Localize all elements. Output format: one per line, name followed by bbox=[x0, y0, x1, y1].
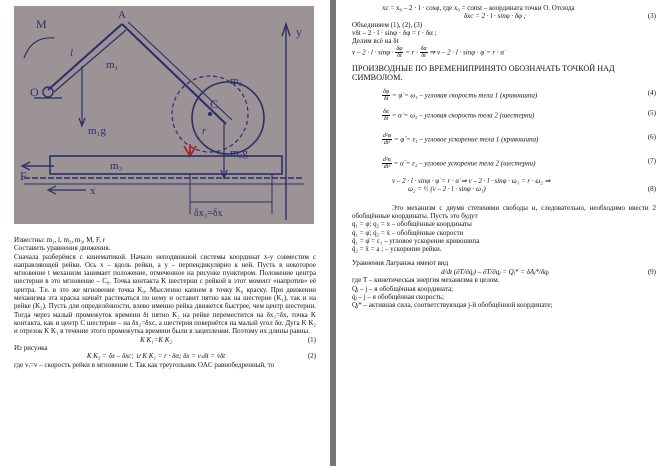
equation-2-number: (2) bbox=[307, 352, 316, 361]
equation-5-formula: = α̇ = ω₂ – угловая скорость тела 2 (шестерни) bbox=[391, 111, 535, 120]
equation-8-line-a: v – 2 · l · sinφ · φ̇ = r · α̇ ⇒ v – 2 · l · sinφ · ω₁ = r · ω₂ ⇒ bbox=[392, 176, 551, 185]
mechanism-sketch bbox=[14, 6, 314, 224]
label-m2: m₂ bbox=[230, 75, 243, 87]
equation-3-number: (3) bbox=[647, 12, 656, 21]
crank-accel-line: q̈₁ = φ̈ = ε₁ – угловое ускорение кривошипа bbox=[352, 236, 480, 245]
right-page bbox=[336, 0, 666, 466]
label-o: O bbox=[30, 85, 39, 99]
equation-9-formula: d/dt (∂T/∂q̇ⱼ) – ∂T/∂qⱼ = Qⱼ* = δAⱼ*/δqⱼ bbox=[441, 267, 549, 276]
label-m2g: m₂g bbox=[230, 147, 248, 159]
where-t-line: где T – кинетическая энергия механизма в целом. bbox=[352, 276, 500, 285]
label-l: l bbox=[70, 47, 74, 59]
from-figure-line: Из рисунка bbox=[14, 344, 48, 353]
mechanism-photo bbox=[14, 6, 314, 224]
vdt-line: vδt – 2 · l · sinφ · δφ = r · δα ; bbox=[352, 29, 437, 38]
gen-coords-line: q₁ = φ; q₂ = x – обобщённые координаты bbox=[352, 220, 472, 229]
label-m: M bbox=[36, 17, 47, 31]
fraction-dalpha-dt: $\frac{\delta\alpha}{\delta t}$ bbox=[420, 45, 427, 60]
divided-rhs: ⇒ v – 2 · l · sinφ · φ̇ = r · α̇ bbox=[429, 48, 505, 57]
where-q-line: Qⱼ – j – я обобщённая координата; bbox=[352, 284, 454, 293]
where-qstar-line: Qⱼ* – активная сила, соответствующая j-й обобщённой координате; bbox=[352, 301, 553, 310]
divided-lhs: v – 2 · l · sinφ · bbox=[352, 48, 394, 57]
equation-2-formula: K K₂ = δx – δxс; ∪ K K₁ = r · δα; δx = vₛδt = v̇δt bbox=[86, 352, 226, 361]
given-line: Известны: m₁, l, m₂, m₃, M, F, r bbox=[14, 236, 106, 244]
equation-1-number: (1) bbox=[307, 335, 316, 344]
equation-6: $\frac{\text{d²φ}}{\text{dt²}}$ = φ̈ = ε₁ – угловое ускорение тела 1 (кривошипа) (6) bbox=[383, 132, 656, 147]
equation-2 bbox=[14, 352, 316, 361]
equation-1 bbox=[14, 336, 316, 345]
left-page bbox=[0, 0, 330, 466]
label-f: F bbox=[20, 169, 27, 183]
equation-8-number: (8) bbox=[647, 185, 656, 194]
label-r: r bbox=[202, 125, 207, 137]
label-y: y bbox=[296, 25, 302, 39]
intro-paragraph: Сначала разберёмся с кинематикой. Начало неподвижной системы координат x-y совместим с направляющей рейки. Ось x – вдоль рейки, а y – перпендикулярно к ней. Пусть в некоторое мгновение t механизм занимает положение, отмеченное на рисунке пунктиром. Положение центра шестерни в это мгновение – C₀. Точка контакта K шестерни с рейкой в этот момент «напротив» её центра. Т.е. в это же мгновение точка K₀. Мысленно капнем в точку K₀ краску. При движении механизма эта краска начнёт растекаться по нему и оставит пятно как на шестерне (K₁), так и на рейке (K₂). Пусть для определённости, влево именно рейка движется быстрее, чем центр шестерни. Тогда через малый промежуток времени δt пятно K₂ на рейке переместится на δx₃=δx, точка K контакта, как и центр C шестерни – на δx₂=δxс, а шестерня повернётся на малый угол δα. Дуга K K₂ и отрезок K K₁ в течение этого промежутка времени были в зацеплении. Поэтому их длины равны. bbox=[14, 252, 316, 336]
label-c: C bbox=[210, 97, 219, 111]
label-m1g: m₁g bbox=[88, 125, 106, 137]
equation-8 bbox=[352, 185, 656, 194]
rack-accel-line: q̈₂ = ẍ = a ; – ускорение рейки. bbox=[352, 245, 442, 254]
equation-1-formula: K K₁=K K₂ bbox=[140, 335, 172, 344]
equation-8-formula: ω₂ = ¹⁄ᵣ (v – 2 · l · sinφ · ω₁) bbox=[408, 185, 486, 194]
equation-3 bbox=[352, 12, 656, 21]
divided-equation bbox=[352, 46, 656, 60]
equation-4-number: (4) bbox=[647, 88, 656, 97]
divided-mid: = r · bbox=[405, 48, 418, 57]
equation-9-number: (9) bbox=[647, 267, 656, 276]
divide-line: Делим всё на δt bbox=[352, 37, 399, 46]
where-line: где vᵣ=v – скорость рейки в мгновение t. Так как треугольник OAC равнобедренный, то bbox=[14, 361, 275, 370]
combine-line: Объединяем (1), (2), (3) bbox=[352, 20, 423, 29]
label-m3: m₃ bbox=[110, 160, 123, 172]
equation-7-number: (7) bbox=[647, 156, 656, 165]
xc-line: xс = x₀ – 2 · l · cosφ, где x₀ = const – координата точки O. Отсюда bbox=[382, 4, 575, 12]
gen-velocities-line: q̇₁ = φ̇; q̇₂ = ẋ – обобщённые скорости bbox=[352, 228, 464, 237]
equation-6-number: (6) bbox=[647, 132, 656, 141]
where-qdot-line: q̇ⱼ – j – я обобщённая скорость; bbox=[352, 292, 444, 301]
equation-4-formula: = φ̇ = ω₁ – угловая скорость тела 1 (кривошипа) bbox=[391, 91, 538, 100]
label-m1: m₁ bbox=[106, 59, 119, 71]
equation-5: $\frac{\delta\alpha}{\delta t}$ = α̇ = ω₂ – угловая скорость тела 2 (шестерни) (5) bbox=[383, 108, 656, 123]
dof-paragraph: Это механизм с двумя степенями свободы и, следовательно, необходимо ввести 2 обобщённые координаты. Пусть это будут bbox=[352, 203, 656, 220]
equation-6-formula: = φ̈ = ε₁ – угловое ускорение тела 1 (кривошипа) bbox=[393, 135, 539, 144]
lagrange-line: Уравнения Лагранжа имеют вид bbox=[352, 259, 449, 268]
derivative-notation-heading: ПРОИЗВОДНЫЕ ПО ВРЕМЕНИПРИНЯТО ОБОЗНАЧАТЬ ТОЧКОЙ НАД СИМВОЛОМ. bbox=[352, 63, 615, 83]
label-x: x bbox=[90, 185, 96, 197]
task-line: Составить уравнения движения. bbox=[14, 244, 111, 253]
label-delta: δx₃=δx bbox=[194, 208, 223, 219]
equation-4: $\frac{\delta\varphi}{\delta t}$ = φ̇ = ω₁ – угловая скорость тела 1 (кривошипа) (4) bbox=[383, 88, 656, 103]
equation-9 bbox=[352, 268, 656, 277]
label-a: A bbox=[118, 9, 126, 21]
equation-3-formula: δxс = 2 · l · sinφ · δφ ; bbox=[463, 12, 527, 21]
equation-7-formula: = α̈ = ε₂ – угловое ускорение тела 2 (шестерни) bbox=[393, 159, 536, 168]
fraction-dphi-dt: $\frac{\delta\varphi}{\delta t}$ bbox=[396, 45, 403, 60]
equation-5-number: (5) bbox=[647, 108, 656, 117]
equation-7: $\frac{\text{d²α}}{\text{dt²}}$ = α̈ = ε₂ – угловое ускорение тела 2 (шестерни) (7) bbox=[383, 156, 656, 171]
